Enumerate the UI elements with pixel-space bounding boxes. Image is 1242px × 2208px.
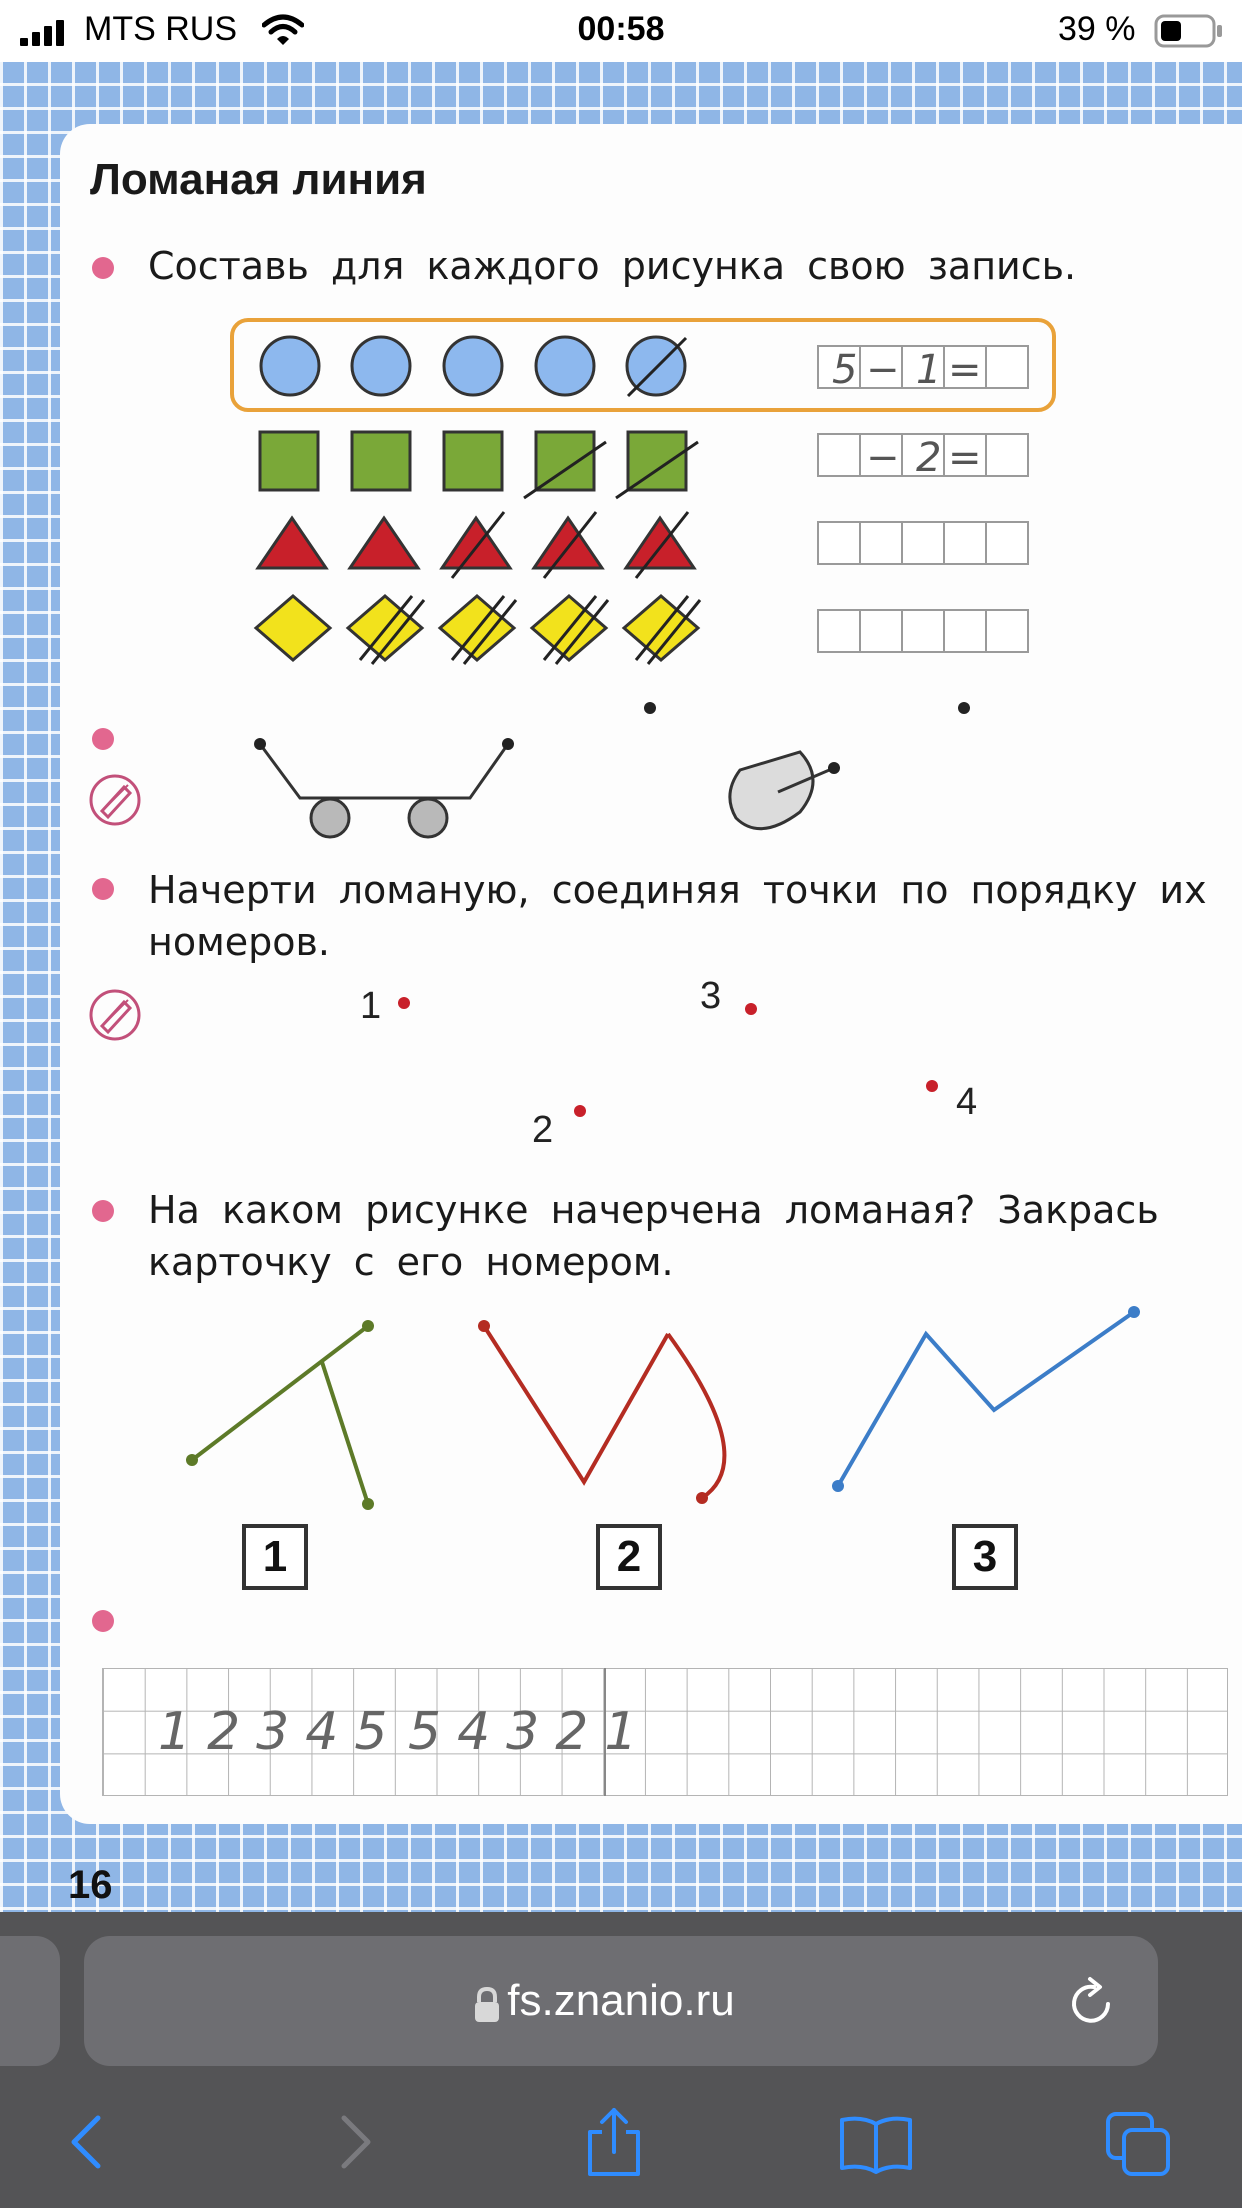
share-icon[interactable] — [584, 2106, 644, 2178]
point-label-4: 4 — [956, 1081, 978, 1123]
point — [958, 702, 970, 714]
task-bullet — [92, 878, 114, 900]
expr2-b: 2 — [916, 435, 942, 481]
triangle — [350, 518, 418, 568]
card-1[interactable]: 1 — [242, 1524, 308, 1590]
square — [352, 432, 410, 490]
cart-drawing — [254, 738, 514, 837]
triangles-row — [258, 512, 694, 578]
card-3[interactable]: 3 — [952, 1524, 1018, 1590]
numbered-points — [398, 997, 938, 1117]
point-label-1: 1 — [360, 985, 382, 1027]
figure-3 — [838, 1312, 1134, 1486]
pencil-icon — [88, 988, 142, 1042]
url-text[interactable]: fs.znanio.ru — [507, 1976, 735, 2025]
point-label-2: 2 — [532, 1109, 554, 1151]
circle — [352, 337, 410, 395]
expr2-op2: = — [948, 435, 982, 481]
card-2[interactable]: 2 — [596, 1524, 662, 1590]
triangle-crossed — [442, 518, 510, 568]
expr1-a: 5 — [832, 347, 858, 393]
figure-1 — [192, 1326, 368, 1504]
carrier-label: MTS RUS — [84, 10, 237, 48]
square — [260, 432, 318, 490]
digits-forward: 12345 — [158, 1702, 404, 1762]
circle — [261, 337, 319, 395]
battery-percentage: 39 % — [1058, 10, 1136, 48]
diamond — [256, 596, 330, 660]
lesson-title: Ломаная линия — [90, 155, 427, 204]
circles-row — [261, 337, 686, 396]
clock: 00:58 — [577, 10, 665, 48]
forward-icon[interactable] — [336, 2112, 376, 2172]
task-4-text: На каком рисунке начерчена ломаная? Закрась карточку с его номером. — [148, 1188, 1159, 1284]
task-bullet — [92, 1200, 114, 1222]
expr1-op1: − — [866, 347, 900, 393]
expr1-b: 1 — [916, 347, 942, 393]
task-3-text: Начерти ломаную, соединяя точки по порядку их номеров. — [148, 868, 1207, 964]
task-bullet — [92, 1610, 114, 1632]
task-bullet — [92, 728, 114, 750]
triangle-crossed — [534, 518, 602, 568]
pencil-icon — [88, 773, 142, 827]
task-1-text: Составь для каждого рисунка свою запись. — [148, 244, 1077, 288]
circle — [444, 337, 502, 395]
back-icon[interactable] — [66, 2112, 106, 2172]
square-crossed — [536, 432, 594, 490]
expr2-op1: − — [866, 435, 900, 481]
square-crossed — [628, 432, 686, 490]
point-label-3: 3 — [700, 975, 722, 1017]
triangle — [258, 518, 326, 568]
tabs-icon[interactable] — [1104, 2110, 1174, 2178]
digits-backward: 54321 — [408, 1702, 654, 1762]
triangle-crossed — [626, 518, 694, 568]
figure-2 — [484, 1326, 724, 1498]
point-labels — [360, 975, 977, 1151]
diamonds-row — [256, 596, 700, 664]
page-number: 16 — [68, 1863, 113, 1907]
expr1-op2: = — [948, 347, 982, 393]
bookmarks-icon[interactable] — [838, 2114, 914, 2174]
square — [444, 432, 502, 490]
squares-row — [260, 432, 698, 498]
spoon-drawing — [730, 752, 840, 829]
point — [644, 702, 656, 714]
reload-icon[interactable] — [1068, 1976, 1116, 2028]
circle — [536, 337, 594, 395]
